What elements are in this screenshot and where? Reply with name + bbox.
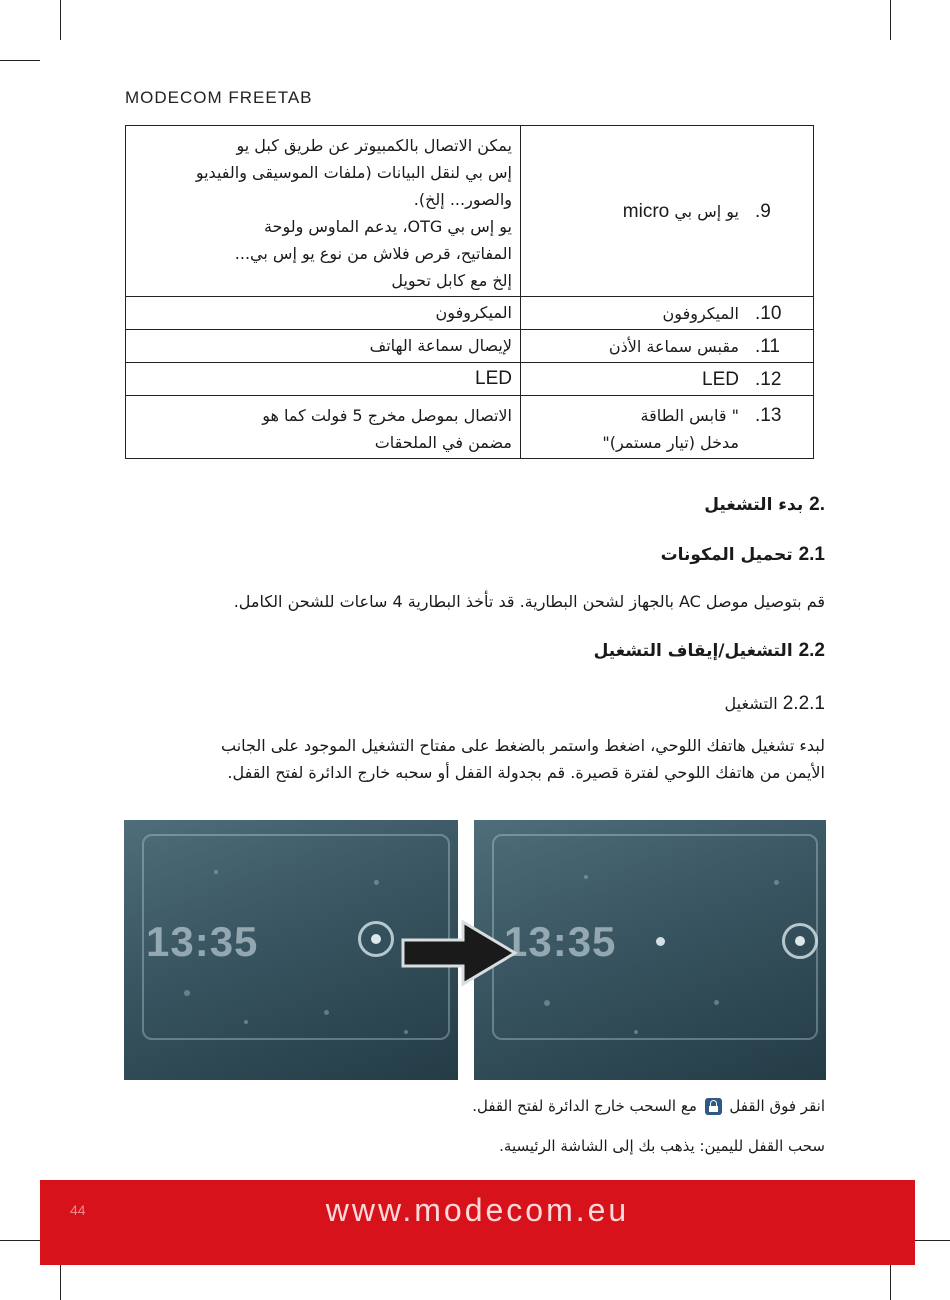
spec-table bbox=[125, 125, 814, 459]
lock-icon bbox=[705, 1098, 722, 1115]
section-title: بدء التشغيل bbox=[704, 495, 804, 515]
row-number: .10 bbox=[747, 297, 814, 330]
desc-line: والصور... إلخ). bbox=[413, 190, 512, 209]
caption: سحب القفل لليمين: يذهب بك إلى الشاشة الرئيسية. bbox=[499, 1137, 825, 1155]
row-name-ar: يو إس بي bbox=[674, 201, 739, 221]
caption-text: انقر فوق القفل bbox=[729, 1097, 825, 1115]
desc-line: يو إس بي OTG، يدعم الماوس ولوحة bbox=[263, 217, 512, 236]
table-row bbox=[126, 330, 814, 363]
row-name: مقبس سماعة الأذن bbox=[521, 330, 748, 363]
section-number: 2.2 bbox=[798, 640, 825, 661]
lock-screen-after bbox=[474, 820, 826, 1080]
paragraph-line: الأيمن من هاتفك اللوحي لفترة قصيرة. قم بجدولة القفل أو سحبه خارج الدائرة لفتح القفل. bbox=[227, 763, 825, 782]
lock-dot-icon bbox=[656, 937, 665, 946]
row-name: LED bbox=[521, 363, 748, 396]
caption bbox=[125, 1094, 825, 1118]
section-number: 2.2.1 bbox=[782, 693, 825, 714]
subsection-heading bbox=[125, 640, 825, 662]
section-title: تحميل المكونات bbox=[660, 545, 793, 565]
row-description: لإيصال سماعة الهاتف bbox=[126, 330, 521, 363]
desc-line: يمكن الاتصال بالكمبيوتر عن طريق كبل يو bbox=[236, 136, 512, 155]
clock-text: 13:35 bbox=[504, 918, 617, 965]
lock-ring-icon bbox=[358, 921, 394, 957]
document-header: MODECOM FREETAB bbox=[125, 88, 313, 107]
row-name bbox=[521, 126, 748, 297]
desc-line: مضمن في الملحقات bbox=[374, 433, 512, 452]
page-number: 44 bbox=[70, 1202, 86, 1218]
crop-mark bbox=[890, 1260, 891, 1300]
row-number: .9 bbox=[747, 126, 814, 297]
paragraph bbox=[125, 732, 825, 786]
paragraph: قم بتوصيل موصل AC بالجهاز لشحن البطارية. قد تأخذ البطارية 4 ساعات للشحن الكامل. bbox=[233, 592, 825, 611]
name-line: مدخل (تيار مستمر)" bbox=[602, 433, 739, 452]
crop-mark bbox=[0, 1240, 40, 1241]
desc-line: إس بي لنقل البيانات (ملفات الموسيقى والفيديو bbox=[195, 163, 512, 182]
crop-mark bbox=[0, 60, 40, 61]
section-heading bbox=[125, 494, 825, 516]
row-description: LED bbox=[126, 363, 521, 396]
crop-mark bbox=[60, 1260, 61, 1300]
lock-ring-icon bbox=[782, 923, 818, 959]
section-number: .2 bbox=[809, 494, 825, 515]
row-description bbox=[126, 126, 521, 297]
lock-screen-illustration bbox=[124, 820, 826, 1080]
desc-line: المفاتيح، قرص فلاش من نوع يو إس بي... bbox=[234, 244, 512, 263]
row-number: .12 bbox=[747, 363, 814, 396]
section-number: 2.1 bbox=[798, 544, 825, 565]
row-description bbox=[126, 396, 521, 459]
footer-band bbox=[40, 1180, 915, 1265]
table-row bbox=[126, 396, 814, 459]
name-line: " قابس الطاقة bbox=[640, 406, 739, 425]
section-title: التشغيل bbox=[724, 694, 778, 713]
arrow-right-icon bbox=[399, 918, 519, 988]
crop-mark bbox=[60, 0, 61, 40]
row-name bbox=[521, 396, 748, 459]
subsubsection-heading bbox=[125, 690, 825, 717]
crop-mark bbox=[915, 1240, 950, 1241]
row-name: الميكروفون bbox=[521, 297, 748, 330]
table-row bbox=[126, 126, 814, 297]
row-number: .11 bbox=[747, 330, 814, 363]
section-title: التشغيل/إيقاف التشغيل bbox=[593, 641, 793, 661]
crop-mark bbox=[890, 0, 891, 40]
row-number: .13 bbox=[747, 396, 814, 459]
paragraph-line: لبدء تشغيل هاتفك اللوحي، اضغط واستمر بالضغط على مفتاح التشغيل الموجود على الجانب bbox=[220, 736, 825, 755]
table-row bbox=[126, 297, 814, 330]
row-description: الميكروفون bbox=[126, 297, 521, 330]
footer-url: www.modecom.eu bbox=[325, 1192, 630, 1228]
desc-line: الاتصال بموصل مخرج 5 فولت كما هو bbox=[262, 406, 512, 425]
clock-text: 13:35 bbox=[146, 918, 259, 965]
caption-text: مع السحب خارج الدائرة لفتح القفل. bbox=[472, 1097, 697, 1115]
table-row bbox=[126, 363, 814, 396]
subsection-heading bbox=[125, 544, 825, 566]
desc-line: إلخ مع كابل تحويل bbox=[391, 271, 512, 290]
row-name-ltr: micro bbox=[622, 200, 670, 222]
